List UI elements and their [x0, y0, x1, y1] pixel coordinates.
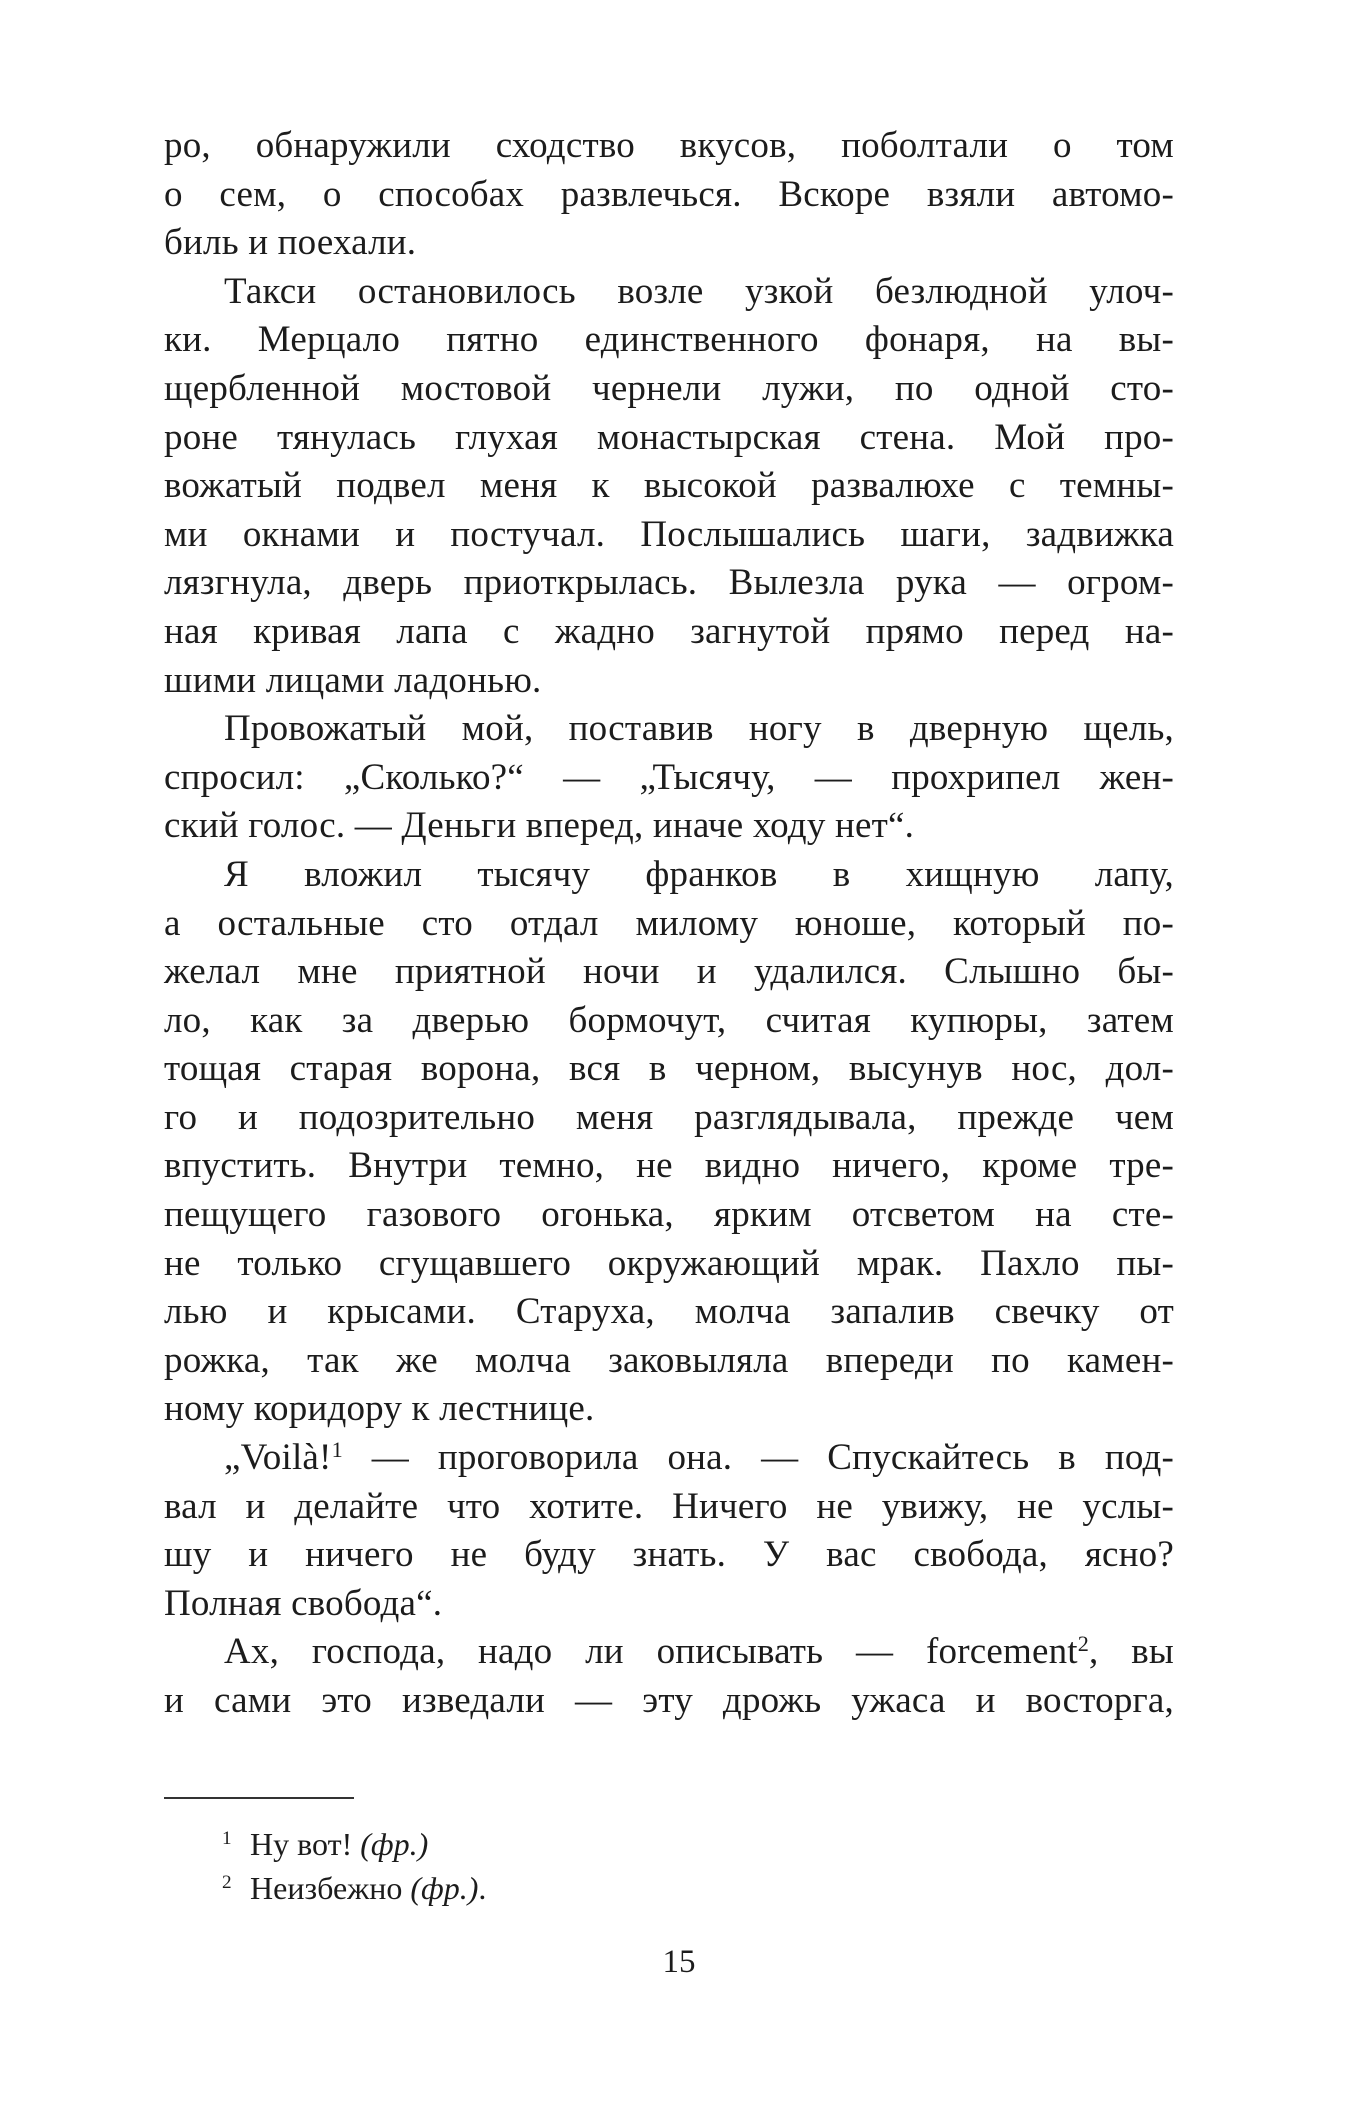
text-line-with-footnote	[164, 1434, 1174, 1483]
text-line: биль и поехали.	[164, 222, 417, 264]
footnote-ref: 1	[331, 1436, 343, 1462]
text-line: щербленной мостовой чернели лужи, по одной сто-	[164, 367, 1174, 409]
text-fragment: „Voilà!	[224, 1437, 332, 1479]
footnote-lang: (фр.)	[410, 1870, 479, 1906]
text-fragment: Ах, господа, надо ли описывать — forcement	[224, 1631, 1078, 1673]
text-line: о сем, о способах развлечься. Вскоре взяли автомо-	[164, 173, 1174, 215]
text-line: Полная свобода“.	[164, 1582, 443, 1624]
footnote: $^2$ Неизбежно (фр.).	[222, 1870, 487, 1906]
text-line: Такси остановилось возле узкой безлюдной улоч-	[224, 270, 1174, 312]
body-text	[164, 122, 1174, 1726]
text-line: ро, обнаружили сходство вкусов, поболтали о том	[164, 125, 1174, 166]
text-line: тощая старая ворона, вся в черном, высунув нос, дол-	[164, 1048, 1174, 1090]
text-line: а остальные сто отдал милому юноше, который по-	[164, 902, 1174, 944]
text-fragment: , вы	[1089, 1631, 1174, 1673]
page-number: 15	[662, 1944, 696, 1980]
text-line: ло, как за дверью бормочут, считая купюры, затем	[164, 999, 1174, 1041]
text-line: пещущего газового огонька, ярким отсветом на сте-	[164, 1194, 1174, 1236]
text-line: роне тянулась глухая монастырская стена. Мой про-	[164, 416, 1174, 458]
text-line: шу и ничего не буду знать. У вас свобода, ясно?	[164, 1534, 1174, 1576]
text-fragment: — проговорила она. — Спускайтесь в под-	[342, 1437, 1174, 1479]
text-line: не только сгущавшего окружающий мрак. Пахло пы-	[164, 1242, 1174, 1284]
text-line: впустить. Внутри темно, не видно ничего, кроме тре-	[164, 1145, 1174, 1187]
text-line: желал мне приятной ночи и удалился. Слышно бы-	[164, 951, 1174, 993]
footnote-divider	[164, 1797, 354, 1799]
footnote: $^1$ Ну вот! (фр.)	[222, 1826, 429, 1862]
footnote-text: Неизбежно	[250, 1870, 411, 1906]
text-line: спросил: „Сколько?“ — „Тысячу, — прохрипел жен-	[164, 756, 1174, 798]
footnote-ref: 2	[1077, 1631, 1090, 1657]
text-line: го и подозрительно меня разглядывала, прежде чем	[164, 1096, 1174, 1138]
text-line: вал и делайте что хотите. Ничего не увижу, не услы-	[164, 1485, 1174, 1527]
footnote-lang: (фр.)	[360, 1826, 429, 1862]
text-line: рожка, так же молча заковыляла впереди по камен-	[164, 1339, 1174, 1381]
text-line: лязгнула, дверь приоткрылась. Вылезла рука — огром-	[164, 562, 1174, 604]
text-line: вожатый подвел меня к высокой развалюхе с темны-	[164, 465, 1174, 507]
text-line-with-footnote	[164, 1628, 1174, 1677]
text-line: лью и крысами. Старуха, молча запалив свечку от	[164, 1291, 1174, 1333]
text-line: ский голос. — Деньги вперед, иначе ходу нет“.	[164, 805, 915, 847]
text-line: шими лицами ладонью.	[164, 659, 542, 701]
text-line: ми окнами и постучал. Послышались шаги, задвижка	[164, 513, 1174, 555]
footnotes	[222, 1822, 922, 1910]
text-line: ки. Мерцало пятно единственного фонаря, на вы-	[164, 319, 1174, 361]
text-line: Провожатый мой, поставив ногу в дверную щель,	[224, 708, 1174, 750]
text-line: и сами это изведали — эту дрожь ужаса и восторга,	[164, 1680, 1174, 1721]
footnote-tail: .	[478, 1870, 487, 1906]
text-line: ная кривая лапа с жадно загнутой прямо перед на-	[164, 610, 1174, 652]
text-line: Я вложил тысячу франков в хищную лапу,	[224, 853, 1174, 895]
text-line: ному коридору к лестнице.	[164, 1388, 595, 1430]
footnote-text: Ну вот!	[250, 1826, 361, 1862]
